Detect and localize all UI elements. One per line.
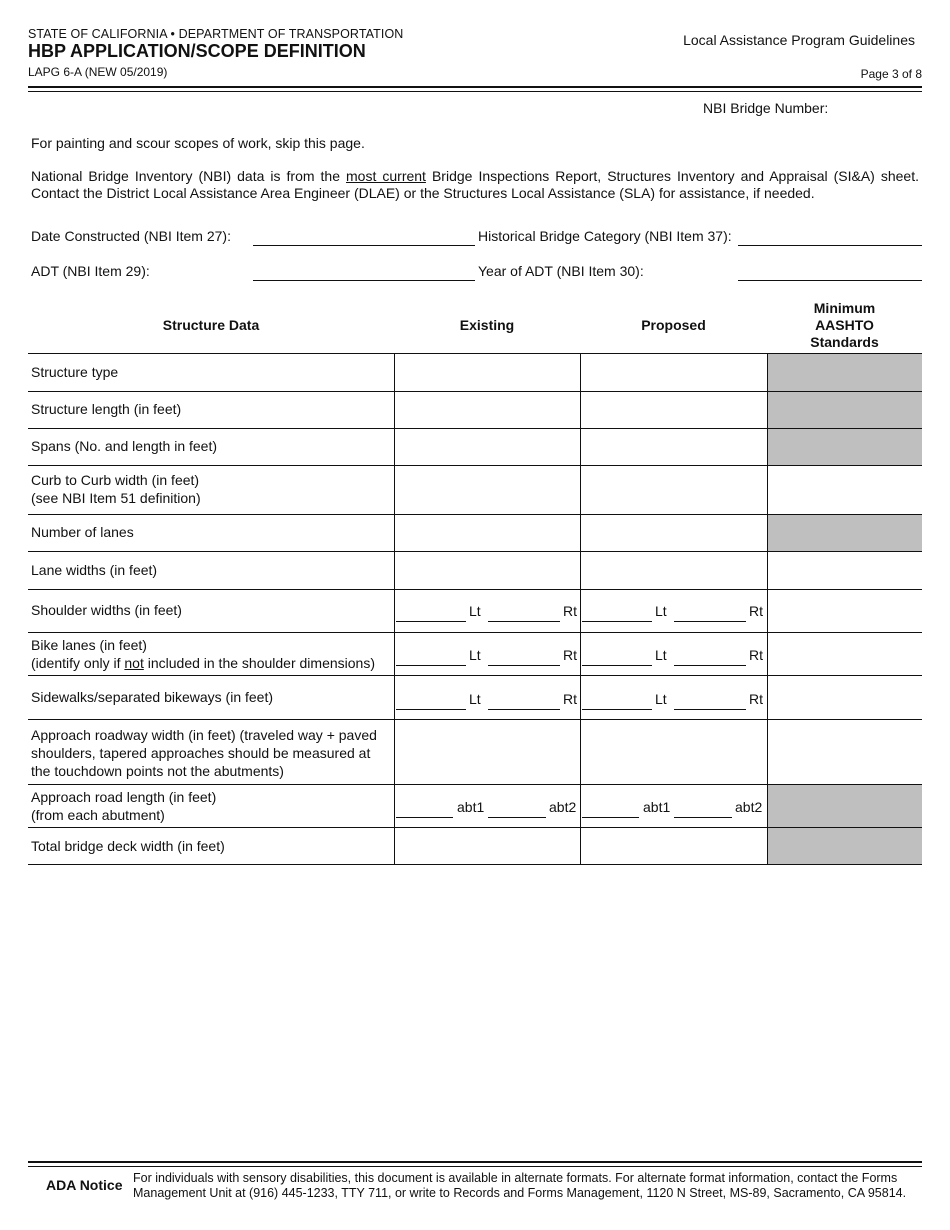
row-label: Shoulder widths (in feet) xyxy=(31,602,182,618)
lt-label: Lt xyxy=(469,691,481,707)
proposed-abt1-field[interactable] xyxy=(582,817,639,818)
existing-shoulder-lt-field[interactable] xyxy=(396,621,466,622)
nbi-bridge-number-label: NBI Bridge Number: xyxy=(703,100,829,116)
table-row xyxy=(28,392,922,429)
abt2-label: abt2 xyxy=(735,799,763,815)
nbi-intro: National Bridge Inventory (NBI) data is from the most current Bridge Inspections Report, Structures Inventory and Appraisal (SI&A) sheet. Contact the District Local Assistance Area Engineer (DLAE) or the Structures Local Assistance (SLA) for assistance, if needed. xyxy=(31,168,919,201)
abt1-label: abt1 xyxy=(643,799,671,815)
adt-field[interactable] xyxy=(253,280,475,281)
col-header-structure-data: Structure Data xyxy=(162,317,260,333)
lt-label: Lt xyxy=(655,647,667,663)
date-constructed-label: Date Constructed (NBI Item 27): xyxy=(31,228,231,244)
lt-label: Lt xyxy=(655,691,667,707)
header-rule xyxy=(28,86,922,88)
proposed-bike-rt-field[interactable] xyxy=(674,665,746,666)
row-label: Bike lanes (in feet) (identify only if not included in the shoulder dimensions) xyxy=(31,637,375,671)
date-constructed-field[interactable] xyxy=(253,245,475,246)
rt-label: Rt xyxy=(563,603,577,619)
rt-label: Rt xyxy=(563,647,577,663)
ada-notice-label: ADA Notice xyxy=(46,1177,123,1193)
row-label: Approach road length (in feet) (from each abutment) xyxy=(31,789,217,823)
existing-sidewalk-rt-field[interactable] xyxy=(488,709,560,710)
lt-label: Lt xyxy=(469,603,481,619)
proposed-abt2-field[interactable] xyxy=(674,817,732,818)
col-header-min-aashto: Minimum AASHTO Standards xyxy=(810,300,879,350)
historical-category-field[interactable] xyxy=(738,245,922,246)
proposed-sidewalk-lt-field[interactable] xyxy=(582,709,652,710)
col-header-existing: Existing xyxy=(459,317,515,333)
col-divider xyxy=(580,353,581,865)
row-label: Curb to Curb width (in feet) (see NBI Item 51 definition) xyxy=(31,472,201,506)
abt2-label: abt2 xyxy=(549,799,577,815)
table-row xyxy=(28,552,922,590)
skip-note: For painting and scour scopes of work, skip this page. xyxy=(31,135,365,151)
footer-rule-thin xyxy=(28,1166,922,1167)
row-label: Sidewalks/separated bikeways (in feet) xyxy=(31,689,274,705)
table-row xyxy=(28,354,922,392)
rt-label: Rt xyxy=(749,603,763,619)
form-number: LAPG 6-A (NEW 05/2019) xyxy=(28,65,168,79)
year-of-adt-field[interactable] xyxy=(738,280,922,281)
row-label: Number of lanes xyxy=(31,524,134,540)
existing-abt2-field[interactable] xyxy=(488,817,546,818)
abt1-label: abt1 xyxy=(457,799,485,815)
table-row xyxy=(28,429,922,466)
lt-label: Lt xyxy=(469,647,481,663)
rt-label: Rt xyxy=(749,691,763,707)
existing-sidewalk-lt-field[interactable] xyxy=(396,709,466,710)
existing-shoulder-rt-field[interactable] xyxy=(488,621,560,622)
col-divider xyxy=(767,353,768,865)
row-label: Total bridge deck width (in feet) xyxy=(31,838,225,854)
table-row xyxy=(28,515,922,552)
existing-bike-rt-field[interactable] xyxy=(488,665,560,666)
proposed-sidewalk-rt-field[interactable] xyxy=(674,709,746,710)
adt-label: ADT (NBI Item 29): xyxy=(31,263,150,279)
ada-notice-text: For individuals with sensory disabilities, this document is available in alternate formats. For alternate format information, contact the Forms Management Unit at (916) 445-1233, TTY 711, or write to Records and Forms Management, 1120 N Street, MS-89, Sacramento, CA 95814. xyxy=(133,1171,907,1200)
page-number: Page 3 of 8 xyxy=(860,67,922,81)
row-label: Approach roadway width (in feet) (traveled way + paved shoulders, tapered approaches should be measured at the touchdown points not the abutments) xyxy=(31,727,377,779)
table-row xyxy=(28,466,922,515)
rt-label: Rt xyxy=(563,691,577,707)
agency-line: STATE OF CALIFORNIA • DEPARTMENT OF TRANSPORTATION xyxy=(28,27,404,41)
rt-label: Rt xyxy=(749,647,763,663)
header-rule-thin xyxy=(28,91,922,92)
historical-category-label: Historical Bridge Category (NBI Item 37): xyxy=(478,228,732,244)
row-label: Structure type xyxy=(31,364,119,380)
existing-bike-lt-field[interactable] xyxy=(396,665,466,666)
col-header-proposed: Proposed xyxy=(641,317,706,333)
proposed-shoulder-lt-field[interactable] xyxy=(582,621,652,622)
table-row xyxy=(28,828,922,865)
guidelines-title: Local Assistance Program Guidelines xyxy=(683,32,915,48)
form-title: HBP APPLICATION/SCOPE DEFINITION xyxy=(28,41,366,61)
lt-label: Lt xyxy=(655,603,667,619)
table-row xyxy=(28,720,922,785)
col-divider xyxy=(394,353,395,865)
proposed-bike-lt-field[interactable] xyxy=(582,665,652,666)
row-label: Spans (No. and length in feet) xyxy=(31,438,218,454)
footer-rule xyxy=(28,1161,922,1163)
existing-abt1-field[interactable] xyxy=(396,817,453,818)
proposed-shoulder-rt-field[interactable] xyxy=(674,621,746,622)
row-label: Structure length (in feet) xyxy=(31,401,182,417)
row-label: Lane widths (in feet) xyxy=(31,562,158,578)
year-of-adt-label: Year of ADT (NBI Item 30): xyxy=(478,263,644,279)
